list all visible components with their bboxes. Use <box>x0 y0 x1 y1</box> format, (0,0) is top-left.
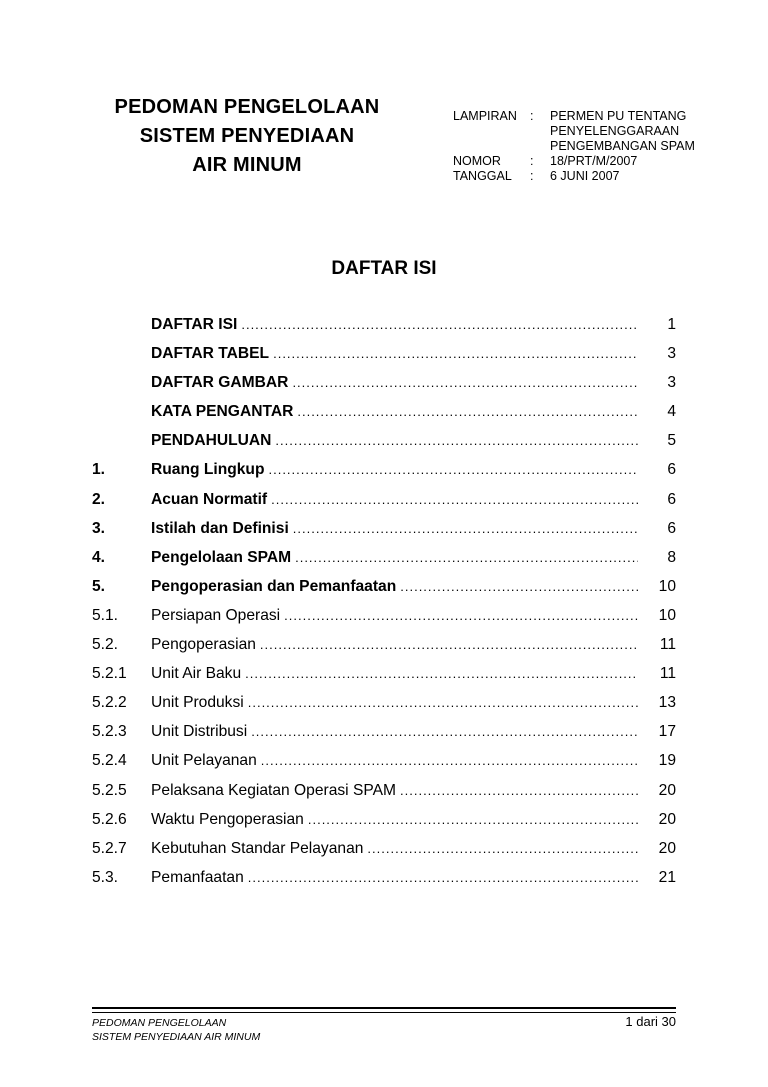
toc-entry-label: Waktu Pengoperasian <box>151 810 304 828</box>
toc-entry-number: 5.2.2 <box>92 694 127 712</box>
toc-entry-page: 6 <box>667 490 676 508</box>
toc-entry-label: DAFTAR TABEL <box>151 345 270 363</box>
toc-dot-leader <box>400 783 638 798</box>
toc-entry-page: 19 <box>658 752 676 770</box>
toc-dot-leader <box>241 317 638 332</box>
toc-entry-label: Pelaksana Kegiatan Operasi SPAM <box>151 781 397 799</box>
toc-entry-page: 20 <box>658 781 676 799</box>
toc-entry-number: 5.2.1 <box>92 665 127 683</box>
toc-entry[interactable] <box>92 694 676 723</box>
toc-entry[interactable] <box>92 869 676 898</box>
toc-entry-page: 3 <box>667 374 676 392</box>
toc-dot-leader <box>261 753 638 768</box>
toc-entry-label: Unit Produksi <box>151 694 244 712</box>
toc-entry-number: 5. <box>92 577 106 595</box>
toc-entry[interactable] <box>92 723 676 752</box>
footer-line-1: PEDOMAN PENGELOLAAN <box>92 1017 227 1029</box>
toc-entry[interactable] <box>92 578 676 607</box>
toc-entry[interactable] <box>92 345 676 374</box>
toc-entry-number: 5.2.7 <box>92 839 127 857</box>
toc-entry-page: 13 <box>658 694 676 712</box>
footer-rule-thick <box>92 1007 676 1009</box>
toc-entry-page: 20 <box>658 810 676 828</box>
tanggal-sep: : <box>530 169 534 183</box>
toc-entry-label: Pengelolaan SPAM <box>151 548 292 566</box>
toc-entry[interactable] <box>92 665 676 694</box>
toc-dot-leader <box>251 724 638 739</box>
tanggal-row <box>453 169 720 184</box>
nomor-sep: : <box>530 154 534 168</box>
toc-entry-page: 6 <box>667 461 676 479</box>
toc-entry-page: 17 <box>658 723 676 741</box>
toc-entry[interactable] <box>92 491 676 520</box>
toc-entry-number: 1. <box>92 461 106 479</box>
toc-entry-number: 5.2. <box>92 636 119 654</box>
lampiran-line-3: PENGEMBANGAN SPAM <box>550 139 695 153</box>
toc-entry-label: Istilah dan Definisi <box>151 519 289 537</box>
lampiran-line-2: PENYELENGGARAAN <box>550 124 680 138</box>
toc-entry-page: 4 <box>667 403 676 421</box>
toc-entry-label: Unit Air Baku <box>151 665 242 683</box>
toc-dot-leader <box>293 521 638 536</box>
toc-entry-number: 5.3. <box>92 868 119 886</box>
toc-entry-label: KATA PENGANTAR <box>151 403 294 421</box>
toc-entry-page: 6 <box>667 519 676 537</box>
toc-dot-leader <box>367 841 638 856</box>
title-line-3: AIR MINUM <box>192 154 302 176</box>
toc-entry[interactable] <box>92 840 676 869</box>
toc-dot-leader <box>284 608 638 623</box>
title-line-1: PEDOMAN PENGELOLAAN <box>114 96 380 118</box>
lampiran-label: LAMPIRAN <box>453 109 517 123</box>
nomor-value: 18/PRT/M/2007 <box>550 154 638 168</box>
toc-entry-page: 11 <box>659 665 676 683</box>
title-line-2: SISTEM PENYEDIAAN <box>139 125 355 147</box>
toc-dot-leader <box>248 870 638 885</box>
toc-entry-label: Ruang Lingkup <box>151 461 265 479</box>
toc-entry-number: 5.2.3 <box>92 723 127 741</box>
document-metadata <box>453 109 720 184</box>
toc-entry[interactable] <box>92 752 676 781</box>
toc-heading: DAFTAR ISI <box>331 258 437 279</box>
footer-rule-thin <box>92 1012 676 1013</box>
toc-entry-label: DAFTAR ISI <box>151 316 238 333</box>
toc-entry[interactable] <box>92 374 676 403</box>
toc-entry[interactable] <box>92 549 676 578</box>
toc-entry-label: Unit Distribusi <box>151 723 248 741</box>
toc-entry-page: 21 <box>658 868 676 886</box>
toc-entry[interactable] <box>92 403 676 432</box>
toc-entry-label: Unit Pelayanan <box>151 752 257 770</box>
toc-entry-number: 3. <box>92 519 106 537</box>
toc-entry-number: 5.2.5 <box>92 781 127 799</box>
toc-entry-label: Pemanfaatan <box>151 868 244 886</box>
toc-entry-label: PENDAHULUAN <box>151 432 272 450</box>
toc-entry-number: 2. <box>92 490 106 508</box>
toc-dot-leader <box>260 637 638 652</box>
toc-entry-page: 10 <box>658 577 676 595</box>
toc-entry-page: 1 <box>667 316 676 333</box>
toc-dot-leader <box>248 695 638 710</box>
toc-entry-page: 5 <box>667 432 676 450</box>
toc-entry-label: Acuan Normatif <box>151 490 268 508</box>
toc-dot-leader <box>295 550 638 565</box>
toc-dot-leader <box>273 346 638 361</box>
tanggal-label: TANGGAL <box>453 169 512 183</box>
toc-entry[interactable] <box>92 607 676 636</box>
footer-line-2: SISTEM PENYEDIAAN AIR MINUM <box>92 1031 261 1043</box>
toc-entry-label: Pengoperasian dan Pemanfaatan <box>151 577 397 595</box>
toc-entry[interactable] <box>92 811 676 840</box>
toc-entry-page: 8 <box>667 548 676 566</box>
toc-entry-number: 4. <box>92 548 106 566</box>
toc-entry[interactable] <box>92 636 676 665</box>
toc-dot-leader <box>275 433 638 448</box>
toc-dot-leader <box>292 375 638 390</box>
toc-entry-number: 5.1. <box>92 606 119 624</box>
tanggal-value: 6 JUNI 2007 <box>550 169 620 183</box>
toc-entry-number: 5.2.6 <box>92 810 127 828</box>
lampiran-line-1: PERMEN PU TENTANG <box>550 109 687 123</box>
toc-entry-label: Kebutuhan Standar Pelayanan <box>151 839 364 857</box>
document-title <box>88 93 406 180</box>
toc-entry[interactable] <box>92 316 676 345</box>
toc-dot-leader <box>308 812 638 827</box>
toc-entry-page: 20 <box>658 839 676 857</box>
toc-dot-leader <box>271 492 638 507</box>
toc-entry[interactable] <box>92 432 676 461</box>
footer-document-name <box>92 1016 260 1044</box>
lampiran-sep: : <box>530 109 534 123</box>
toc-entry-page: 11 <box>659 636 676 654</box>
lampiran-row <box>453 109 720 154</box>
toc-dot-leader <box>245 666 638 681</box>
toc-entry-label: Persiapan Operasi <box>151 606 281 624</box>
toc-entry[interactable] <box>92 782 676 811</box>
toc-dot-leader <box>268 462 638 477</box>
toc-entry-page: 3 <box>667 345 676 363</box>
toc-entry-label: DAFTAR GAMBAR <box>151 374 289 392</box>
toc-entry-label: Pengoperasian <box>151 636 256 654</box>
toc-entry-number: 5.2.4 <box>92 752 127 770</box>
toc-entry[interactable] <box>92 520 676 549</box>
toc-entry-page: 10 <box>658 606 676 624</box>
nomor-row <box>453 154 720 169</box>
table-of-contents <box>92 316 676 898</box>
nomor-label: NOMOR <box>453 154 501 168</box>
footer-page-number: 1 dari 30 <box>625 1014 676 1029</box>
toc-dot-leader <box>297 404 638 419</box>
toc-dot-leader <box>400 579 638 594</box>
toc-entry[interactable] <box>92 461 676 490</box>
